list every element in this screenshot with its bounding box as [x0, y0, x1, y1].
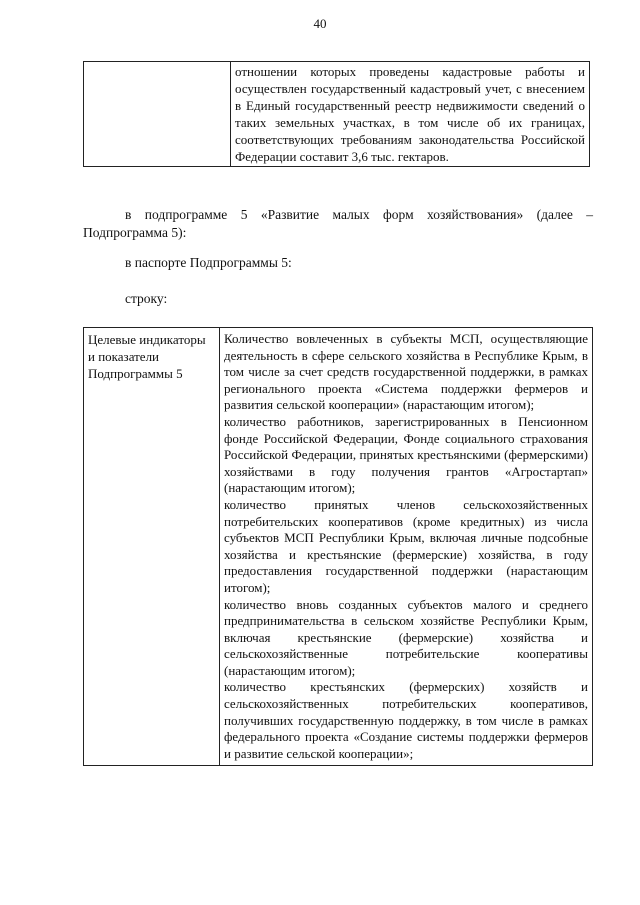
indicator-item: количество крестьянских (фермерских) хозяйств и сельскохозяйственных потребительских кооперативов, получивших государственную поддержку, в том числе в рамках федерального проекта «Создание системы поддержки фермеров и развитие сельской кооперации»; [224, 679, 588, 761]
table-row [84, 328, 593, 766]
indicators-label-cell: Целевые индикаторы и показатели Подпрограммы 5 [84, 328, 220, 766]
result-text-cell: отношении которых проведены кадастровые работы и осуществлен государственный кадастровый учет, с внесением в Единый государственный реестр недвижимости сведений о таких земельных участках, в том числе об их границах, соответствующих требованиям законодательства Российской Федерации составит 3,6 тыс. гектаров. [231, 62, 590, 167]
subprogram-paragraph: в подпрограмме 5 «Развитие малых форм хозяйствования» (далее – Подпрограмма 5): [83, 207, 593, 240]
empty-left-cell [84, 62, 231, 167]
indicator-item: Количество вовлеченных в субъекты МСП, осуществляющие деятельность в сфере сельского хозяйства в Республике Крым, в том числе за счет средств государственной поддержки, в рамках регионального проекта «Система поддержки фермеров и развития сельской кооперации» (нарастающим итогом); [224, 331, 588, 413]
table-row [84, 62, 590, 167]
passport-paragraph: в паспорте Подпрограммы 5: [125, 255, 292, 270]
indicator-item: количество принятых членов сельскохозяйственных потребительских кооперативов (кроме кредитных) из числа субъектов МСП Республики Крым, включая личные подсобные хозяйства и крестьянские (фермерские) хозяйства, в году предоставления государственной поддержки (нарастающим итогом); [224, 496, 588, 595]
indicators-table [83, 327, 593, 766]
row-paragraph: строку: [125, 291, 168, 306]
page-number: 40 [313, 16, 327, 31]
indicator-item: количество работников, зарегистрированных в Пенсионном фонде Российской Федерации, Фонде социального страхования Российской Федерации, принятых крестьянскими (фермерскими) хозяйствами в году получения грантов «Агростартап» (нарастающим итогом); [224, 413, 588, 496]
continuation-table [83, 61, 590, 167]
indicator-item: количество вновь созданных субъектов малого и среднего предпринимательства в сельском хозяйстве Республики Крым, включая крестьянские (фермерские) хозяйства и сельскохозяйственные потребительские кооперативы (нарастающим итогом); [224, 596, 588, 678]
indicators-list-cell [220, 328, 593, 766]
